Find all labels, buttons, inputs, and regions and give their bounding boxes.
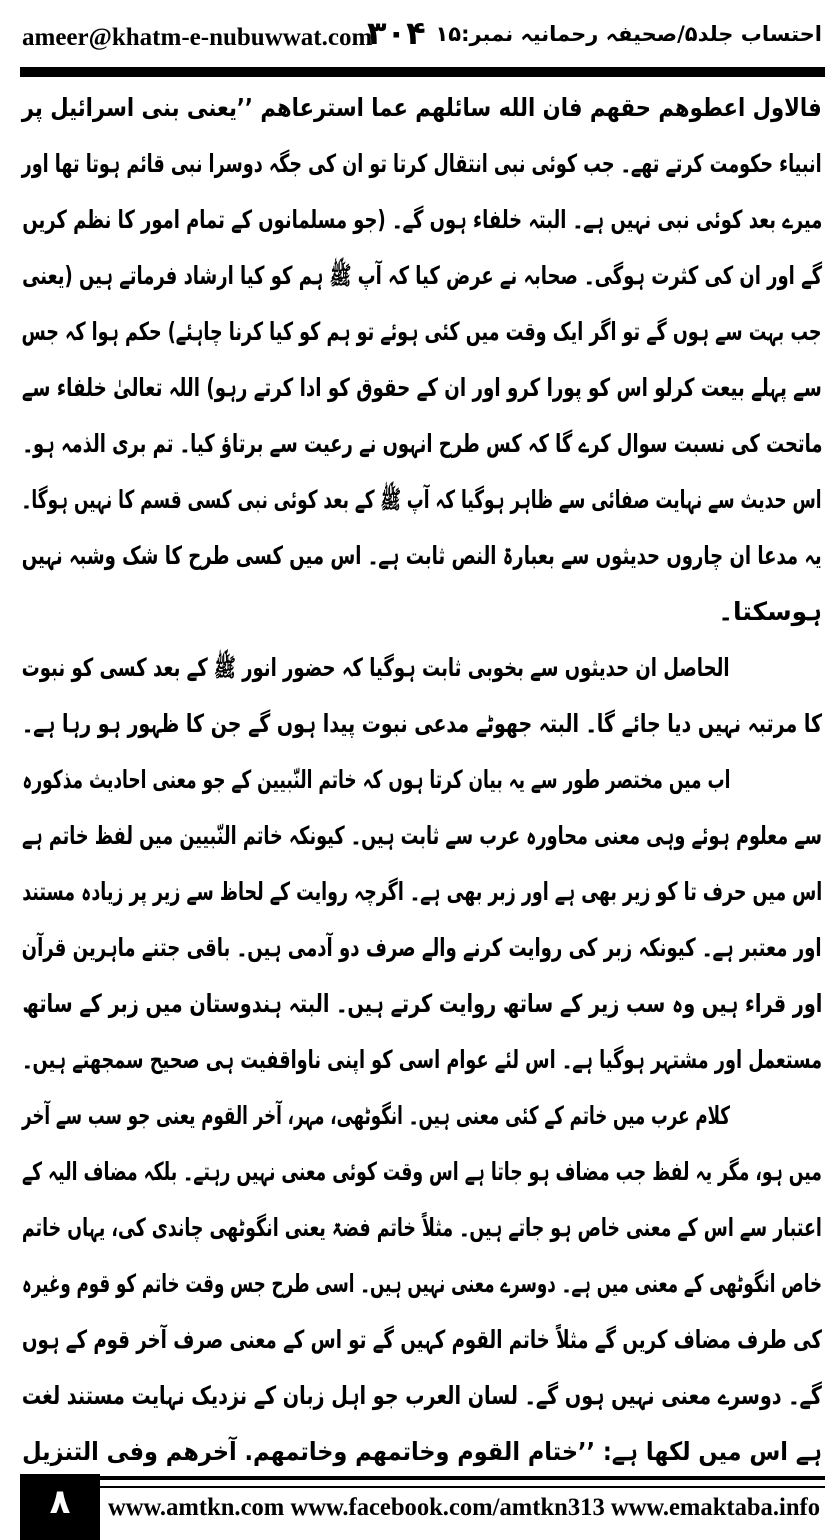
text-line <box>22 1312 822 1368</box>
text-line-content: اس حدیث سے نہایت صفائی سے ظاہر ہوگیا کہ آپ ﷺ کے بعد کوئی نبی کسی قسم کا نہیں ہوگا۔ <box>22 485 822 514</box>
footer-urls: www.amtkn.com www.facebook.com/amtkn313 www.emaktaba.info <box>108 1494 820 1521</box>
text-line-content: کلام عرب میں خاتم کے کئی معنی ہیں۔ انگوٹھی، مہر، آخر القوم یعنی جو سب سے آخر <box>22 1101 730 1130</box>
text-line <box>22 416 822 472</box>
page-header <box>22 14 822 64</box>
text-line <box>22 1424 822 1480</box>
text-line-content: گے اور ان کی کثرت ہوگی۔ صحابہ نے عرض کیا کہ آپ ﷺ ہم کو کیا ارشاد فرماتے ہیں (یعنی <box>22 261 822 290</box>
header-email: ameer@khatm-e-nubuwwat.com <box>22 24 373 51</box>
text-line-content: اس میں حرف تا کو زیر بھی ہے اور زبر بھی ہے۔ اگرچہ روایت کے لحاظ سے زیر پر زیادہ مستند <box>22 877 822 906</box>
header-rule <box>20 67 825 77</box>
text-line-content: ماتحت کی نسبت سوال کرے گا کہ کس طرح انہوں نے رعیت سے برتاؤ کیا۔ تم بری الذمہ ہو۔ <box>22 429 822 458</box>
text-line-content: خاص انگوٹھی کے معنی میں ہے۔ دوسرے معنی نہیں ہیں۔ اسی طرح جس وقت خاتم کو قوم وغیرہ <box>22 1269 822 1298</box>
text-line <box>22 304 822 360</box>
text-line <box>22 696 822 752</box>
text-line-content: سے پہلے بیعت کرلو اس کو پورا کرو اور ان کے حقوق کو ادا کرتے رہو) اللہ تعالیٰ خلفاء سے <box>22 373 822 402</box>
text-line-content: گے۔ دوسرے معنی نہیں ہوں گے۔ لسان العرب جو اہل زبان کے نزدیک نہایت مستند لغت <box>22 1381 822 1410</box>
text-line-content: کا مرتبہ نہیں دیا جائے گا۔ البتہ جھوٹے مدعی نبوت پیدا ہوں گے جن کا ظہور ہو رہا ہے۔ <box>22 709 822 738</box>
text-line <box>22 640 822 696</box>
text-line-content: ہے اس میں لکھا ہے: ’’ختام القوم وخاتمهم وخاتمهم. آخرهم وفی التنزیل <box>22 1437 822 1466</box>
text-line-content: فالاول اعطوهم حقهم فان الله سائلهم عما استرعاهم ’’یعنی بنی اسرائیل پر <box>22 93 822 122</box>
text-line-content: انبیاء حکومت کرتے تھے۔ جب کوئی نبی انتقال کرتا تو ان کی جگہ دوسرا نبی قائم ہوتا تھا اور <box>22 149 822 178</box>
text-line <box>22 752 822 808</box>
text-line <box>22 808 822 864</box>
text-line-content: سے معلوم ہوئے وہی معنی محاورہ عرب سے ثابت ہیں۔ کیونکہ خاتم النّبیین میں لفظ خاتم ہے <box>22 821 822 850</box>
text-line <box>22 584 822 640</box>
header-book-reference: احتساب جلد۵/صحیفہ رحمانیہ نمبر:۱۵ <box>435 22 822 46</box>
text-line <box>22 1032 822 1088</box>
text-line <box>22 80 822 136</box>
text-line <box>22 472 822 528</box>
text-line-content: کی طرف مضاف کریں گے مثلاً خاتم القوم کہیں گے تو اس کے معنی صرف آخر قوم کے ہوں <box>22 1325 822 1354</box>
text-line <box>22 1144 822 1200</box>
text-line <box>22 1200 822 1256</box>
footer-rule <box>100 1476 825 1480</box>
text-line-content: اعتبار سے اس کے معنی خاص ہو جاتے ہیں۔ مثلاً خاتم فضۃ یعنی انگوٹھی چاندی کی، یہاں خاتم <box>22 1213 822 1242</box>
text-line-content: ہوسکتا۔ <box>718 597 822 626</box>
text-line <box>22 1088 822 1144</box>
text-line-content: مستعمل اور مشتہر ہوگیا ہے۔ اس لئے عوام اسی کو اپنی ناواقفیت ہی صحیح سمجھتے ہیں۔ <box>22 1045 822 1074</box>
text-line <box>22 1368 822 1424</box>
page-body-text <box>22 80 822 1480</box>
text-line <box>22 360 822 416</box>
text-line-content: اور قراء ہیں وہ سب زیر کے ساتھ روایت کرتے ہیں۔ البتہ ہندوستان میں زبر کے ساتھ <box>22 989 822 1018</box>
footer-page-number: ٨ <box>20 1474 100 1540</box>
text-line <box>22 528 822 584</box>
text-line <box>22 864 822 920</box>
text-line-content: جب بہت سے ہوں گے تو اگر ایک وقت میں کئی ہوئے تو ہم کو کیا کرنا چاہئے) حکم ہوا کہ جس <box>22 317 822 346</box>
text-line <box>22 136 822 192</box>
text-line <box>22 192 822 248</box>
text-line <box>22 248 822 304</box>
text-line-content: یہ مدعا ان چاروں حدیثوں سے بعبارۃ النص ثابت ہے۔ اس میں کسی طرح کا شک وشبہ نہیں <box>22 541 822 570</box>
text-line <box>22 976 822 1032</box>
text-line-content: اور معتبر ہے۔ کیونکہ زبر کی روایت کرنے والے صرف دو آدمی ہیں۔ باقی جتنے ماہرین قرآن <box>22 933 822 962</box>
text-line <box>22 920 822 976</box>
text-line-content: اب میں مختصر طور سے یہ بیان کرتا ہوں کہ خاتم النّبیین کے جو معنی احادیث مذکورہ <box>22 765 730 794</box>
header-page-number: ۳۰۴ <box>367 14 426 52</box>
text-line-content: الحاصل ان حدیثوں سے بخوبی ثابت ہوگیا کہ حضور انور ﷺ کے بعد کسی کو نبوت <box>22 653 730 682</box>
text-line-content: میں ہو، مگر یہ لفظ جب مضاف ہو جاتا ہے اس وقت کوئی معنی نہیں رہتے۔ بلکہ مضاف الیہ کے <box>22 1157 822 1186</box>
text-line <box>22 1256 822 1312</box>
text-line-content: میرے بعد کوئی نبی نہیں ہے۔ البتہ خلفاء ہوں گے۔ (جو مسلمانوں کے تمام امور کا نظم کریں <box>22 205 822 234</box>
footer-rule-thin <box>100 1486 825 1488</box>
